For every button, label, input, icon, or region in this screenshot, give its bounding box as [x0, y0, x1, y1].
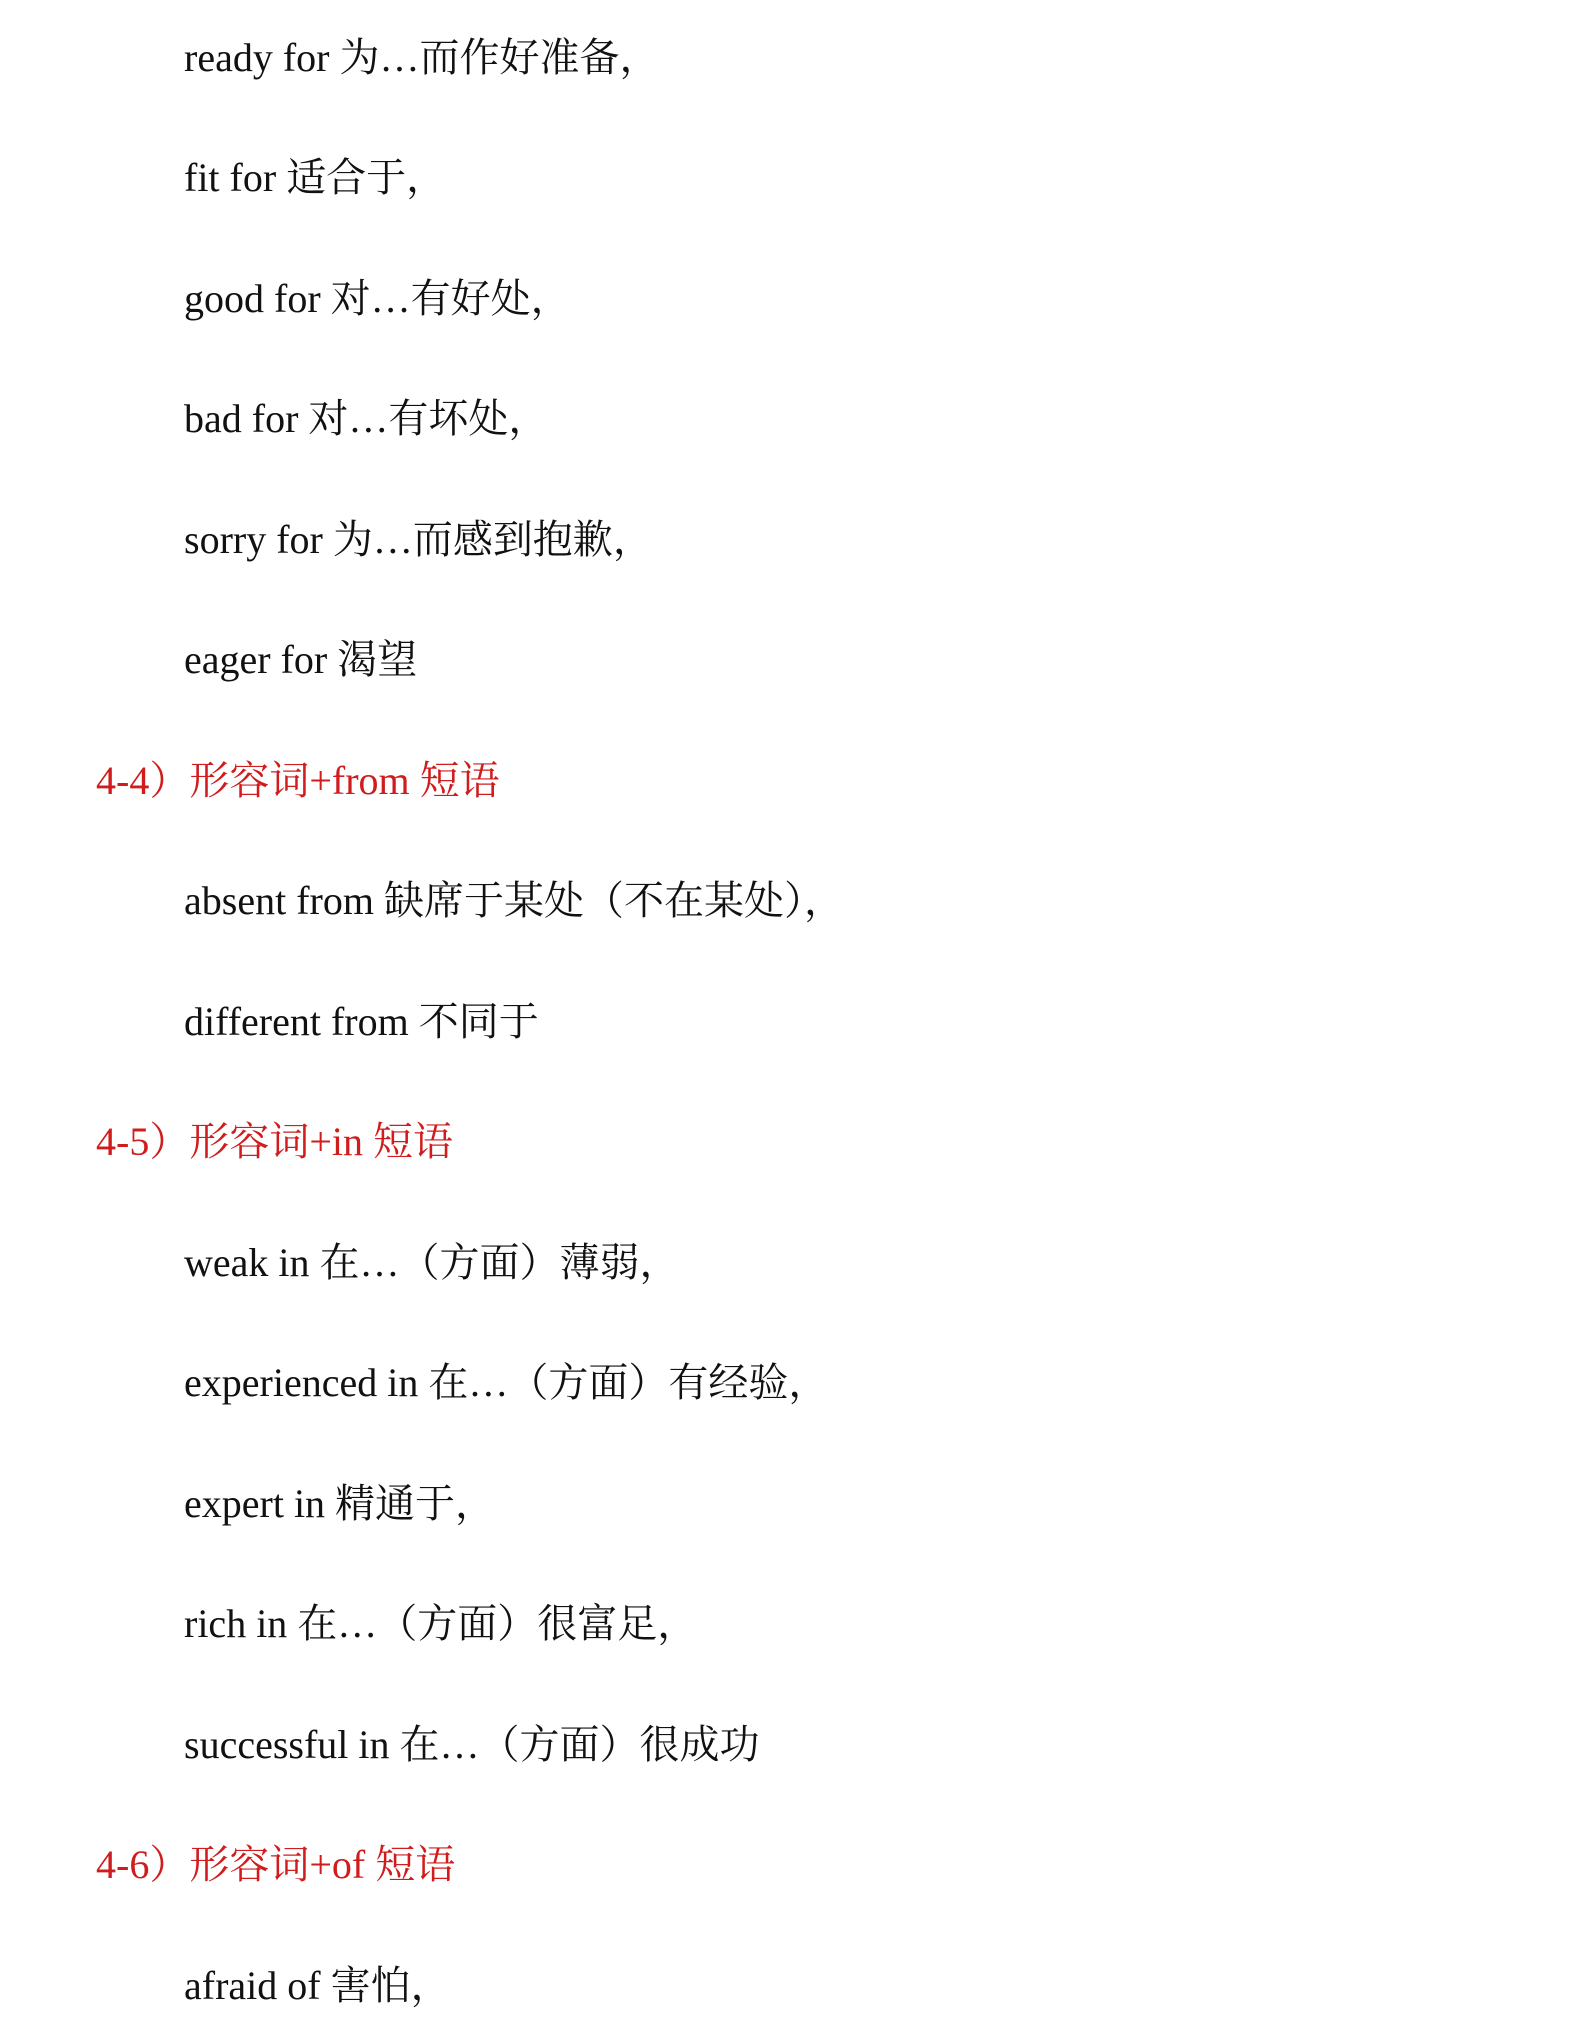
phrase-entry: rich in 在…（方面）很富足， — [184, 1601, 698, 1646]
phrase-entry: experienced in 在…（方面）有经验， — [184, 1360, 829, 1405]
section-heading-in: 4-5）形容词+in 短语 — [96, 1119, 453, 1164]
phrase-entry: sorry for 为…而感到抱歉， — [184, 517, 653, 562]
phrase-entry: afraid of 害怕， — [184, 1963, 451, 2008]
phrase-entry: bad for 对…有坏处， — [184, 396, 549, 441]
phrase-entry: good for 对…有好处， — [184, 276, 571, 321]
phrase-entry: eager for 渴望 — [184, 637, 418, 682]
phrase-entry: ready for 为…而作好准备， — [184, 35, 660, 80]
section-heading-from: 4-4）形容词+from 短语 — [96, 758, 500, 803]
phrase-entry: different from 不同于 — [184, 999, 539, 1044]
phrase-entry: absent from 缺席于某处（不在某处）， — [184, 878, 844, 923]
phrase-entry: fit for 适合于， — [184, 155, 447, 200]
phrase-entry: expert in 精通于， — [184, 1481, 496, 1526]
section-heading-of: 4-6）形容词+of 短语 — [96, 1842, 456, 1887]
phrase-entry: weak in 在…（方面）薄弱， — [184, 1240, 680, 1285]
phrase-entry: successful in 在…（方面）很成功 — [184, 1722, 760, 1767]
